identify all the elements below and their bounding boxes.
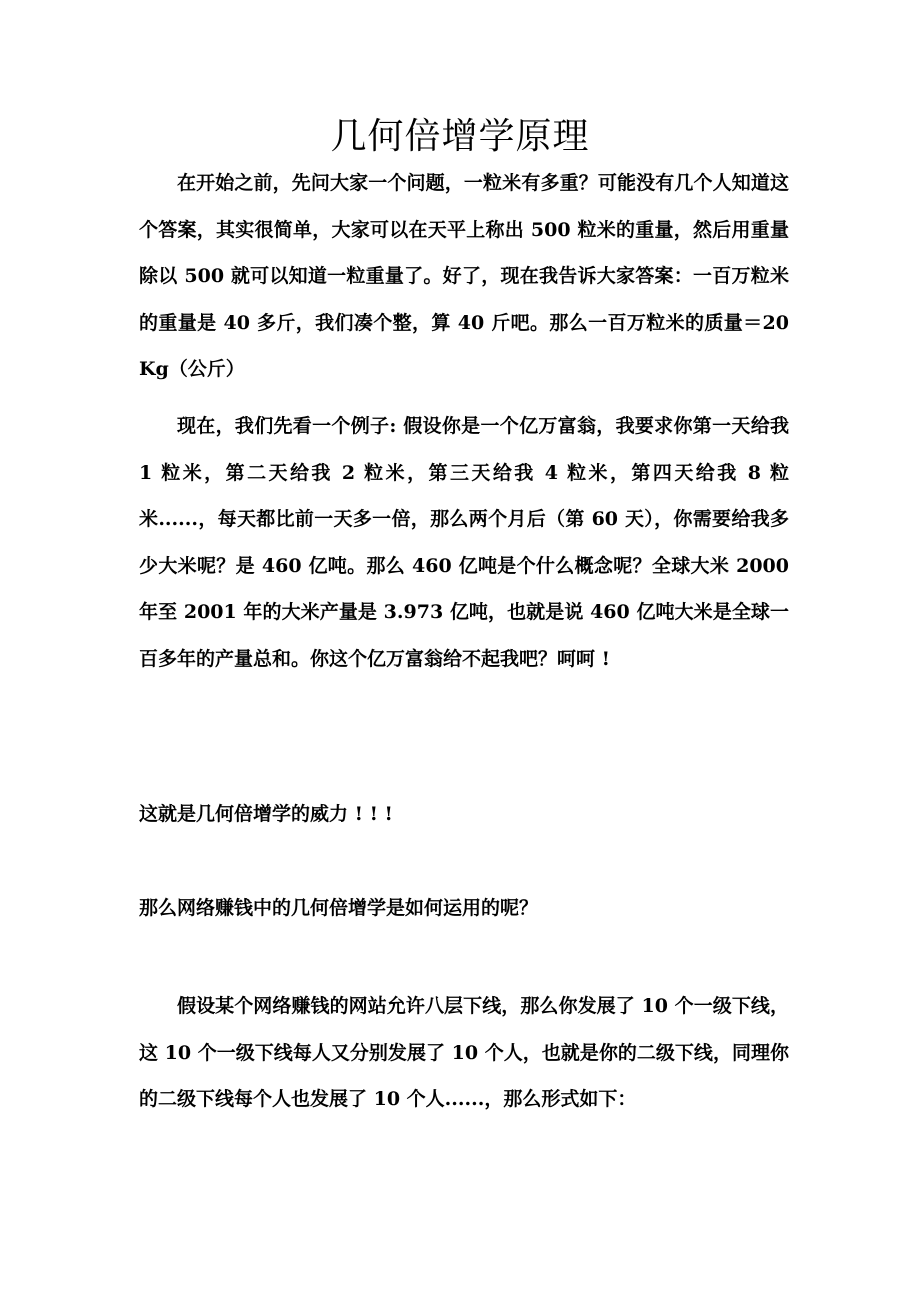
paragraph-question: 那么网络赚钱中的几何倍增学是如何运用的呢？ bbox=[139, 897, 539, 919]
paragraph-doubling-example: 现在，我们先看一个例子: 假设你是一个亿万富翁，我要求你第一天给我 1 粒米，第二天给我 2 粒米，第三天给我 4 粒米，第四天给我 8 粒米......，每天都比前一天多一倍，那么两个月后（第 60 天），你需要给我多少大米呢？是 460 亿吨。那么 460 亿吨是个什么概念呢？全球大米 2000 年至 2001 年的大米产量是 3.973 亿吨，也就是说 460 亿吨大米是全球一百多年的产量总和。你这个亿万富翁给不起我吧？呵呵 ! bbox=[139, 415, 789, 670]
paragraph-rice-weight: 在开始之前，先问大家一个问题，一粒米有多重？可能没有几个人知道这个答案，其实很简单，大家可以在天平上称出 500 粒米的重量，然后用重量除以 500 就可以知道一粒重量了。好了，现在我告诉大家答案：一百万粒米的重量是 40 多斤，我们凑个整，算 40 斤吧。那么一百万粒米的质量＝20Kg（公斤） bbox=[139, 172, 789, 380]
document-title: 几何倍增学原理 bbox=[330, 116, 590, 157]
paragraph-power-statement: 这就是几何倍增学的威力 ! ! ! bbox=[139, 803, 393, 825]
paragraph-downline-example: 假设某个网络赚钱的网站允许八层下线，那么你发展了 10 个一级下线，这 10 个一级下线每人又分别发展了 10 个人，也就是你的二级下线，同理你的二级下线每个人也发展了 10 个人......，那么形式如下： bbox=[139, 995, 789, 1110]
